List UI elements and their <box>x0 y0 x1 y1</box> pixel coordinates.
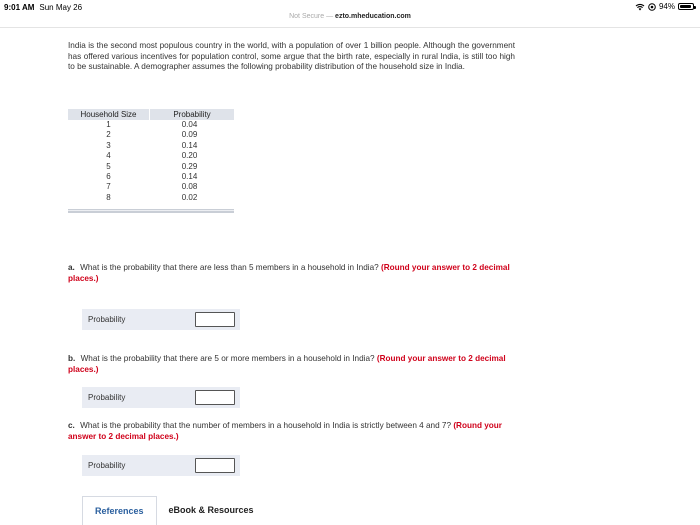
table-row <box>68 172 234 182</box>
intro-paragraph: India is the second most populous country in the world, with a population of over 1 billion people. Although the government has offered various incentives for population control, some argue that the birth rate, especially in rural India, is still too high to be sustainable. A demographer assumes the following probability distribution of the household size in India. <box>68 41 515 72</box>
question-a <box>68 263 515 285</box>
header-probability: Probability <box>149 109 234 120</box>
cell-size: 1 <box>106 120 111 129</box>
status-indicators <box>635 2 694 11</box>
wifi-icon <box>635 3 645 11</box>
answer-c-label: Probability <box>88 461 126 470</box>
cell-size: 7 <box>106 182 111 192</box>
question-c-hint: (Round your answer to 2 decimal places.) <box>68 421 502 441</box>
table-row <box>68 120 234 130</box>
url-separator: — <box>326 13 334 20</box>
cell-probability: 0.02 <box>181 192 198 202</box>
header-household-size: Household Size <box>80 110 137 119</box>
question-c-text: What is the probability that the number of members in a household in India is strictly between 4 and 7? <box>80 421 452 430</box>
url-divider <box>0 27 700 28</box>
question-c-label: c. <box>68 421 75 430</box>
table-row <box>68 151 234 161</box>
cell-probability: 0.04 <box>181 120 198 129</box>
table-row <box>68 141 234 151</box>
tab-ebook-resources[interactable]: eBook & Resources <box>168 505 254 515</box>
question-a-label: a. <box>68 263 75 272</box>
status-time-date <box>4 3 82 12</box>
answer-a-input[interactable] <box>195 312 235 327</box>
answer-c-input[interactable] <box>195 458 235 473</box>
url-domain: ezto.mheducation.com <box>335 13 411 20</box>
answer-a-label: Probability <box>88 315 126 324</box>
probability-distribution-table <box>68 109 234 213</box>
cell-size: 8 <box>106 192 111 202</box>
status-bar <box>0 0 700 14</box>
security-label: Not Secure <box>289 13 325 20</box>
table-row <box>68 193 234 203</box>
cell-size: 5 <box>106 161 111 171</box>
question-b <box>68 354 515 376</box>
cell-size: 6 <box>106 171 111 181</box>
answer-b-input[interactable] <box>195 390 235 405</box>
answer-row-c <box>82 455 240 476</box>
question-b-label: b. <box>68 354 76 363</box>
answer-row-b <box>82 387 240 408</box>
cell-probability: 0.14 <box>181 140 198 150</box>
question-a-text: What is the probability that there are less than 5 members in a household in India? <box>80 263 379 272</box>
cell-probability: 0.09 <box>181 130 198 140</box>
table-header <box>68 109 234 120</box>
cell-probability: 0.29 <box>181 161 198 171</box>
answer-b-label: Probability <box>88 393 126 402</box>
battery-percent: 94% <box>658 2 675 11</box>
tab-references[interactable]: References <box>82 496 157 525</box>
battery-icon <box>678 3 694 10</box>
cell-size: 2 <box>106 130 111 140</box>
status-time: 9:01 AM <box>4 3 35 12</box>
question-b-text: What is the probability that there are 5 or more members in a household in India? <box>80 354 375 363</box>
url-bar[interactable] <box>0 13 700 27</box>
table-bottom-border <box>68 209 234 213</box>
question-a-hint: (Round your answer to 2 decimal places.) <box>68 263 510 283</box>
table-row <box>68 182 234 192</box>
cell-probability: 0.20 <box>181 151 198 161</box>
table-row <box>68 162 234 172</box>
question-c <box>68 421 515 443</box>
status-date: Sun May 26 <box>39 3 83 12</box>
table-row <box>68 130 234 140</box>
answer-row-a <box>82 309 240 330</box>
cell-probability: 0.08 <box>181 182 198 192</box>
question-b-hint: (Round your answer to 2 decimal places.) <box>68 354 506 374</box>
cell-probability: 0.14 <box>181 171 198 181</box>
cell-size: 3 <box>106 140 111 150</box>
cell-size: 4 <box>106 151 111 161</box>
resource-tabs <box>82 496 266 525</box>
location-lock-icon <box>648 3 656 11</box>
